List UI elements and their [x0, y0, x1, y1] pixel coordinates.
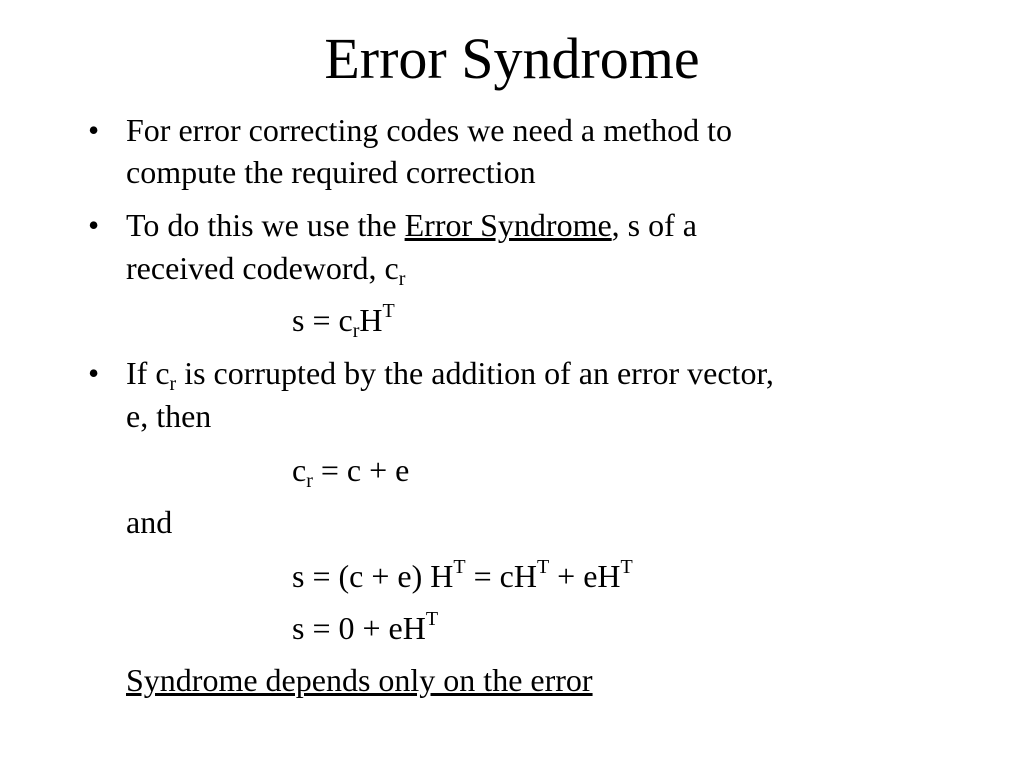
eq3-part-c: + eH [549, 558, 621, 594]
equation-result [292, 608, 438, 648]
eq3-superscript-1: T [453, 556, 466, 578]
eq2-part-b: = c + e [312, 452, 410, 488]
and-text: and [126, 504, 173, 540]
bullet-1-line-2: compute the required correction [126, 154, 536, 190]
equation-syndrome [292, 300, 395, 340]
eq4-part-a: s = 0 + eH [292, 610, 426, 646]
bullet-3-glyph: • [88, 355, 100, 391]
bullet-2-line-2 [126, 248, 405, 288]
equation-received [292, 450, 409, 490]
eq2-subscript: r [306, 470, 313, 492]
bullet-2-line-1 [126, 205, 697, 245]
bullet-3-line-2: e, then [126, 398, 212, 434]
bullet-2-line-2-text: received codeword, c [126, 250, 399, 286]
equation-expanded [292, 556, 633, 596]
eq1-part-b: H [359, 302, 383, 338]
bullet-2-text-a: To do this we use the [126, 207, 405, 243]
eq3-superscript-3: T [620, 556, 633, 578]
conclusion-text: Syndrome depends only on the error [126, 662, 593, 698]
eq2-part-a: c [292, 452, 307, 488]
bullet-2-text-b: , s of a [611, 207, 697, 243]
eq3-part-a: s = (c + e) H [292, 558, 454, 594]
error-syndrome-term: Error Syndrome [404, 207, 612, 243]
bullet-3-line-1 [126, 353, 774, 393]
eq4-superscript: T [425, 608, 439, 630]
eq1-subscript: r [352, 320, 360, 342]
bullet-2-glyph: • [88, 207, 100, 243]
bullet-1-glyph: • [88, 112, 100, 148]
bullet-3-text-b: is corrupted by the addition of an error vector, [176, 355, 774, 391]
eq1-part-a: s = c [292, 302, 353, 338]
slide-title: Error Syndrome [324, 26, 700, 91]
eq3-superscript-2: T [536, 556, 550, 578]
bullet-1-line-1: For error correcting codes we need a method to [126, 112, 732, 148]
subscript-r: r [398, 268, 406, 290]
eq1-superscript: T [382, 300, 395, 322]
bullet-3-text-a: If c [126, 355, 170, 391]
bullet-3-subscript: r [169, 373, 177, 395]
eq3-part-b: = cH [465, 558, 537, 594]
